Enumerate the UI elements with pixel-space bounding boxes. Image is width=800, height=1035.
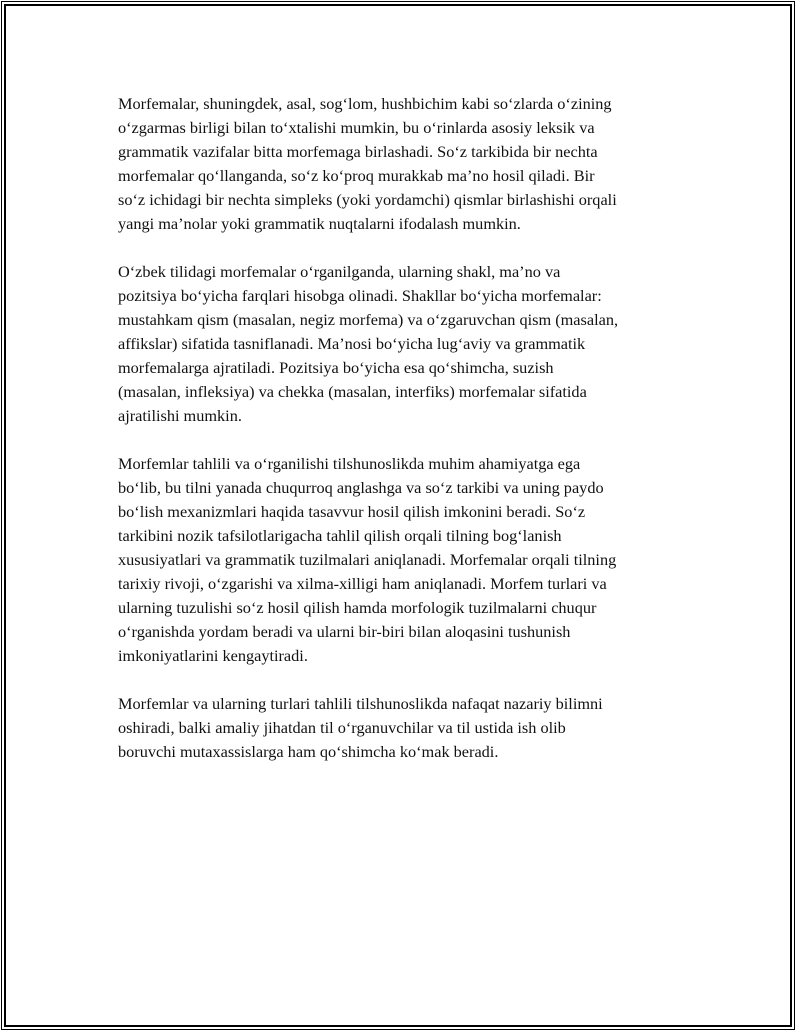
- text-line: Morfemlar tahlili va o‘rganilishi tilshunoslikda muhim ahamiyatga ega: [118, 454, 581, 473]
- text-line: Morfemlar va ularning turlari tahlili tilshunoslikda nafaqat nazariy bilimni: [118, 694, 603, 713]
- text-line: affikslar) sifatida tasniflanadi. Ma’nosi bo‘yicha lug‘aviy va grammatik: [118, 334, 586, 353]
- text-line: tarixiy rivoji, o‘zgarishi va xilma-xilligi ham aniqlanadi. Morfem turlari va: [118, 574, 607, 593]
- text-line: morfemalar qo‘llanganda, so‘z ko‘proq murakkab ma’no hosil qiladi. Bir: [118, 166, 595, 185]
- text-line: bo‘lish mexanizmlari haqida tasavvur hosil qilish imkonini beradi. So‘z: [118, 502, 586, 521]
- text-line: bo‘lib, bu tilni yanada chuqurroq anglashga va so‘z tarkibi va uning paydo: [118, 478, 604, 497]
- text-line: xususiyatlari va grammatik tuzilmalari aniqlanadi. Morfemalar orqali tilning: [118, 550, 617, 569]
- text-line: Morfemalar, shuningdek, asal, sog‘lom, hushbichim kabi so‘zlarda o‘zining: [118, 94, 612, 113]
- text-line: mustahkam qism (masalan, negiz morfema) va o‘zgaruvchan qism (masalan,: [118, 310, 619, 329]
- text-line: tarkibini nozik tafsilotlarigacha tahlil qilish orqali tilning bog‘lanish: [118, 526, 562, 545]
- text-line: oshiradi, balki amaliy jihatdan til o‘rganuvchilar va til ustida ish olib: [118, 718, 566, 737]
- text-line: morfemalarga ajratiladi. Pozitsiya bo‘yicha esa qo‘shimcha, suzish: [118, 358, 554, 377]
- text-line: yangi ma’nolar yoki grammatik nuqtalarni ifodalash mumkin.: [118, 214, 521, 233]
- paragraph-2: [118, 260, 698, 428]
- text-line: boruvchi mutaxassislarga ham qo‘shimcha ko‘mak beradi.: [118, 742, 499, 761]
- paragraph-4: [118, 692, 698, 764]
- text-line: o‘rganishda yordam beradi va ularni bir-biri bilan aloqasini tushunish: [118, 622, 571, 641]
- text-line: (masalan, infleksiya) va chekka (masalan, interfiks) morfemalar sifatida: [118, 382, 587, 401]
- text-line: imkoniyatlarini kengaytiradi.: [118, 646, 308, 665]
- text-line: pozitsiya bo‘yicha farqlari hisobga olinadi. Shakllar bo‘yicha morfemalar:: [118, 286, 602, 305]
- text-line: ajratilishi mumkin.: [118, 406, 242, 425]
- text-line: so‘z ichidagi bir nechta simpleks (yoki yordamchi) qismlar birlashishi orqali: [118, 190, 617, 209]
- text-line: o‘zgarmas birligi bilan to‘xtalishi mumkin, bu o‘rinlarda asosiy leksik va: [118, 118, 595, 137]
- paragraph-1: [118, 92, 698, 236]
- text-line: ularning tuzulishi so‘z hosil qilish hamda morfologik tuzilmalarni chuqur: [118, 598, 597, 617]
- paragraph-3: [118, 452, 698, 668]
- text-line: grammatik vazifalar bitta morfemaga birlashadi. So‘z tarkibida bir nechta: [118, 142, 598, 161]
- document-body: [118, 92, 698, 788]
- text-line: O‘zbek tilidagi morfemalar o‘rganilganda, ularning shakl, ma’no va: [118, 262, 561, 281]
